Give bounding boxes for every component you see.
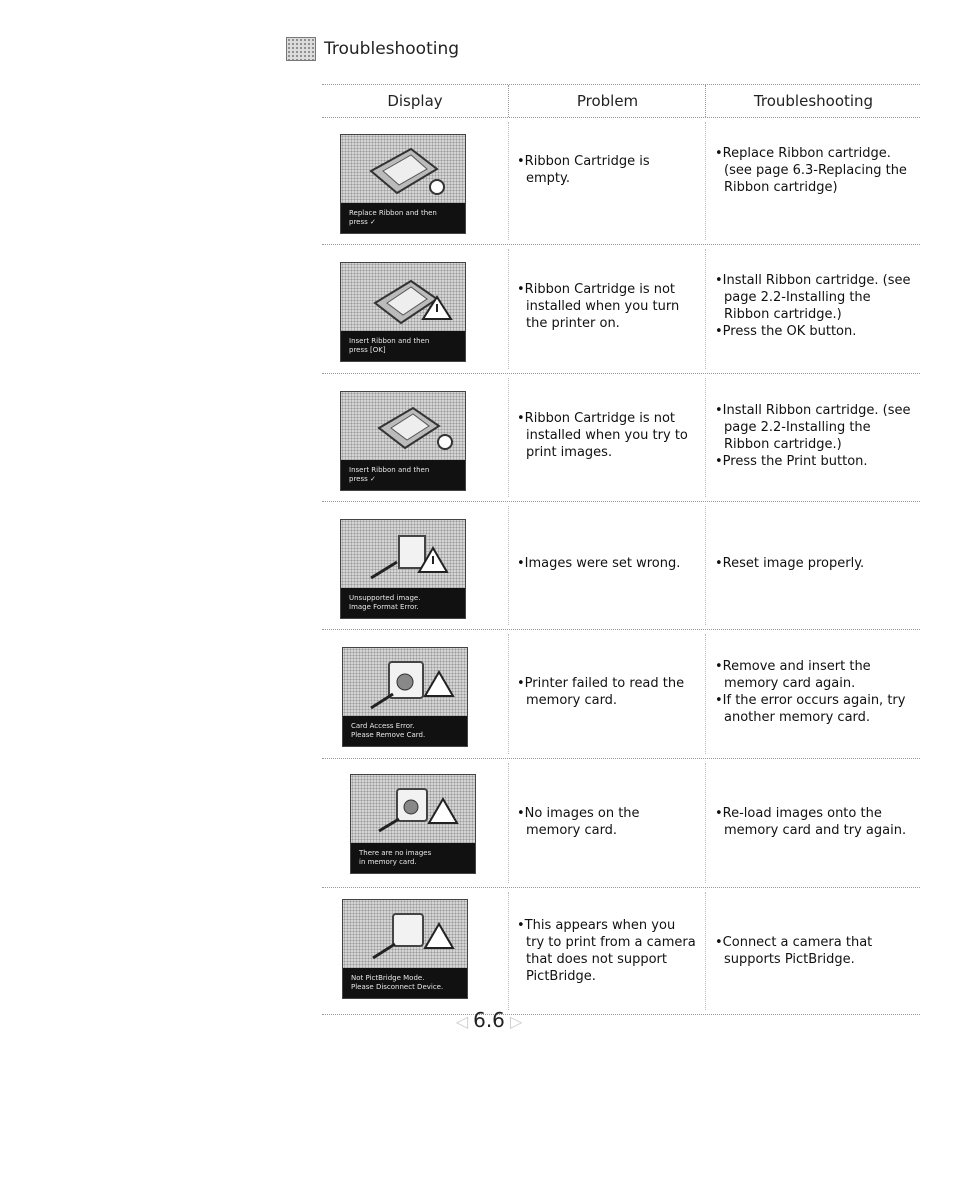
problem-cell: •Printer failed to read the memory card.	[517, 676, 685, 708]
table-row	[322, 245, 920, 374]
table-row	[322, 759, 920, 888]
problem-cell: •Images were set wrong.	[517, 556, 681, 571]
header-display: Display	[387, 92, 443, 110]
fix-cell: •Reset image properly.	[715, 556, 865, 571]
fix-cell: •Replace Ribbon cartridge. (see page 6.3-Replacing the Ribbon cartridge)	[715, 146, 907, 195]
lcd-screen-image	[340, 519, 466, 619]
lcd-caption: Insert Ribbon and then press ✓	[341, 460, 465, 490]
lcd-caption: Replace Ribbon and then press ✓	[341, 203, 465, 233]
problem-cell: •Ribbon Cartridge is empty.	[517, 154, 650, 186]
problem-cell: •Ribbon Cartridge is not installed when you try to print images.	[517, 411, 688, 460]
fix-cell: •Install Ribbon cartridge. (see page 2.2-Installing the Ribbon cartridge.) •Press the Print button.	[715, 403, 911, 469]
section-marker-icon	[286, 37, 316, 61]
table-row	[322, 502, 920, 630]
lcd-caption: There are no images in memory card.	[351, 843, 475, 873]
lcd-screen-image	[342, 647, 468, 747]
problem-cell: •Ribbon Cartridge is not installed when you turn the printer on.	[517, 282, 680, 331]
lcd-screen-image	[342, 899, 468, 999]
section-header	[286, 36, 459, 62]
warning-icon	[425, 924, 453, 948]
ribbon-cartridge-icon	[341, 392, 465, 460]
lcd-caption: Unsupported image. Image Format Error.	[341, 588, 465, 618]
ribbon-cartridge-icon	[341, 135, 465, 203]
ribbon-cartridge-icon	[341, 263, 465, 331]
header-troubleshooting: Troubleshooting	[705, 85, 921, 117]
section-title: Troubleshooting	[324, 39, 460, 59]
lcd-screen-image	[340, 391, 466, 491]
fix-cell: •Install Ribbon cartridge. (see page 2.2-Installing the Ribbon cartridge.) •Press the OK button.	[715, 273, 911, 339]
table-header	[322, 84, 920, 118]
lcd-screen-image	[340, 262, 466, 362]
memory-card-icon	[343, 648, 467, 716]
fix-cell: •Re-load images onto the memory card and try again.	[715, 806, 907, 838]
lcd-caption: Not PictBridge Mode. Please Disconnect Device.	[343, 968, 467, 998]
header-problem: Problem	[508, 85, 706, 117]
page-number: ◁ 6.6 ▷	[455, 1008, 523, 1032]
image-error-icon	[341, 520, 465, 588]
lcd-caption: Insert Ribbon and then press [OK]	[341, 331, 465, 361]
fix-cell: •Remove and insert the memory card again. •If the error occurs again, try another memory card.	[715, 659, 906, 725]
table-row	[322, 374, 920, 502]
table-row	[322, 630, 920, 759]
table-row	[322, 888, 920, 1015]
table-row	[322, 118, 920, 245]
pictbridge-camera-icon	[343, 900, 467, 968]
problem-cell: •No images on the memory card.	[517, 806, 640, 838]
lcd-screen-image	[350, 774, 476, 874]
warning-icon	[425, 672, 453, 696]
lcd-screen-image	[340, 134, 466, 234]
problem-cell: •This appears when you try to print from a camera that does not support PictBridge.	[517, 918, 696, 984]
troubleshooting-table	[322, 84, 920, 1015]
warning-icon	[429, 799, 457, 823]
fix-cell: •Connect a camera that supports PictBridge.	[715, 935, 873, 967]
memory-card-icon	[351, 775, 475, 843]
lcd-caption: Card Access Error. Please Remove Card.	[343, 716, 467, 746]
